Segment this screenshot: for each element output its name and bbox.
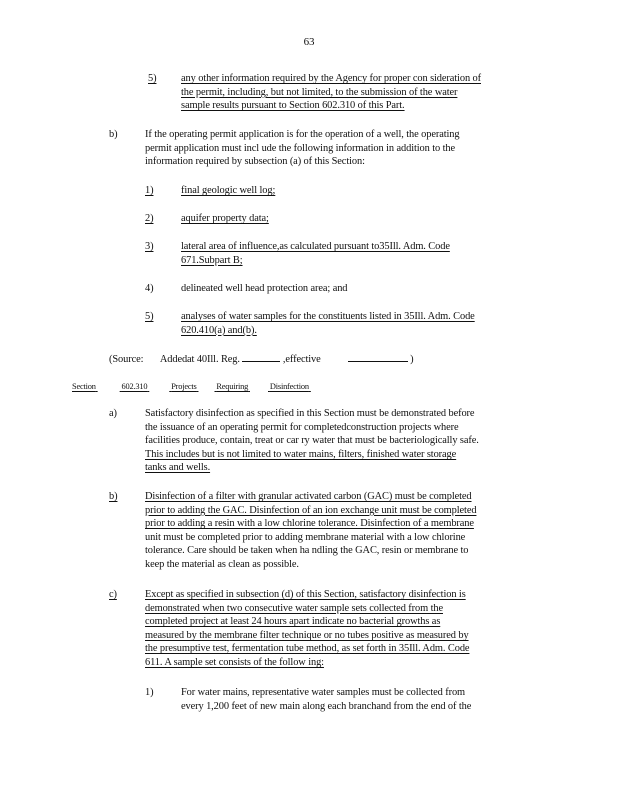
section-title: Projects xyxy=(171,382,197,391)
text-line: unit must be completed prior to adding membrane material with a low chlorine xyxy=(145,531,466,543)
text-line: 620.410(a) and(b). xyxy=(181,324,257,336)
source-note xyxy=(109,351,414,367)
text-line: completed project at least 24 hours apart indicate no bacterial growths as xyxy=(145,616,441,628)
blank-line xyxy=(242,351,280,362)
section-b-label: b) xyxy=(109,491,118,502)
section-number: 602.310 xyxy=(121,382,148,391)
text-line: delineated well head protection area; and xyxy=(181,283,348,294)
blank-line xyxy=(348,351,408,362)
section-c-text xyxy=(145,588,535,670)
item-label-b: b) xyxy=(109,129,118,140)
page-number: 63 xyxy=(303,36,315,48)
text-line: prior to adding a resin with a low chlorine tolerance. Disinfection of a membrane xyxy=(145,518,474,530)
text-line: If the operating permit application is for the operation of a well, the operating xyxy=(145,129,460,140)
text-line: demonstrated when two consecutive water sample sets collected from the xyxy=(145,602,443,614)
text-line: measured by the membrane filter technique or no tubes positive as measured by xyxy=(145,629,469,641)
section-b-text xyxy=(145,490,535,572)
subitem-label-b2: 2) xyxy=(145,213,154,224)
text-line: prior to adding the GAC. Disinfection of an ion exchange unit must be completed xyxy=(145,504,477,516)
section-a-text xyxy=(145,407,535,475)
section-word: Section xyxy=(72,382,96,391)
text-line: 671.Subpart B; xyxy=(181,254,243,266)
section-a-label: a) xyxy=(109,408,117,419)
text-line: Disinfection of a filter with granular activated carbon (GAC) must be completed xyxy=(145,491,472,502)
text-line: analyses of water samples for the constituents listed in 35Ill. Adm. Code xyxy=(181,311,475,322)
section-c1-label: 1) xyxy=(145,687,154,698)
text-line: Satisfactory disinfection as specified in this Section must be demonstrated before xyxy=(145,408,475,419)
text-line: 611. A sample set consists of the follow ing: xyxy=(145,656,324,668)
item-text-b xyxy=(145,128,535,169)
source-effective: ,effective xyxy=(282,354,321,365)
text-line: keep the material as clean as possible. xyxy=(145,558,299,570)
source-added: Addedat 40Ill. Reg. xyxy=(159,354,240,365)
subitem-label-b5: 5) xyxy=(145,311,154,322)
item-text-a5 xyxy=(181,72,535,113)
item-label-a5: 5) xyxy=(148,73,157,84)
source-prefix: (Source: xyxy=(109,354,144,365)
text-line: For water mains, representative water samples must be collected from xyxy=(181,687,466,698)
text-line: final geologic well log; xyxy=(181,185,276,196)
subitem-text-b1 xyxy=(181,184,275,198)
text-line: lateral area of influence,as calculated pursuant to35Ill. Adm. Code xyxy=(181,241,450,252)
text-line: the presumptive test, fermentation tube method, as set forth in 35Ill. Adm. Code xyxy=(145,643,470,655)
section-title: Requiring xyxy=(216,382,249,391)
subitem-label-b1: 1) xyxy=(145,185,154,196)
text-line: facilities produce, contain, treat or car ry water that must be bacteriologically safe. xyxy=(145,435,479,447)
subitem-text-b3 xyxy=(181,240,511,267)
subitem-label-b3: 3) xyxy=(145,241,154,252)
text-line: aquifer property data; xyxy=(181,213,269,224)
text-line: every 1,200 feet of new main along each branchand from the end of the xyxy=(181,700,472,712)
text-line: the issuance of an operating permit for completedconstruction projects where xyxy=(145,421,459,433)
text-line: permit application must incl ude the following information in addition to the xyxy=(145,142,456,154)
subitem-text-b5 xyxy=(181,310,537,337)
subitem-text-b4 xyxy=(181,282,347,296)
text-line: sample results pursuant to Section 602.310 of this Part. xyxy=(181,100,405,112)
text-line: Except as specified in subsection (d) of this Section, satisfactory disinfection is xyxy=(145,589,466,600)
text-line: any other information required by the Agency for proper con sideration of xyxy=(181,73,481,84)
source-close: ) xyxy=(410,354,414,365)
subitem-label-b4: 4) xyxy=(145,283,154,294)
text-line: the permit, including, but not limited, to the submission of the water xyxy=(181,86,458,98)
section-c-label: c) xyxy=(109,589,117,600)
text-line: This includes but is not limited to water mains, filters, finished water storage xyxy=(145,448,457,460)
text-line: tanks and wells. xyxy=(145,462,211,474)
subitem-text-b2 xyxy=(181,212,269,226)
section-c1-text xyxy=(181,686,521,713)
text-line: information required by subsection (a) of this Section: xyxy=(145,156,365,168)
section-heading xyxy=(72,380,341,394)
text-line: tolerance. Care should be taken when ha ndling the GAC, resin or membrane to xyxy=(145,545,469,557)
section-title: Disinfection xyxy=(269,382,309,391)
